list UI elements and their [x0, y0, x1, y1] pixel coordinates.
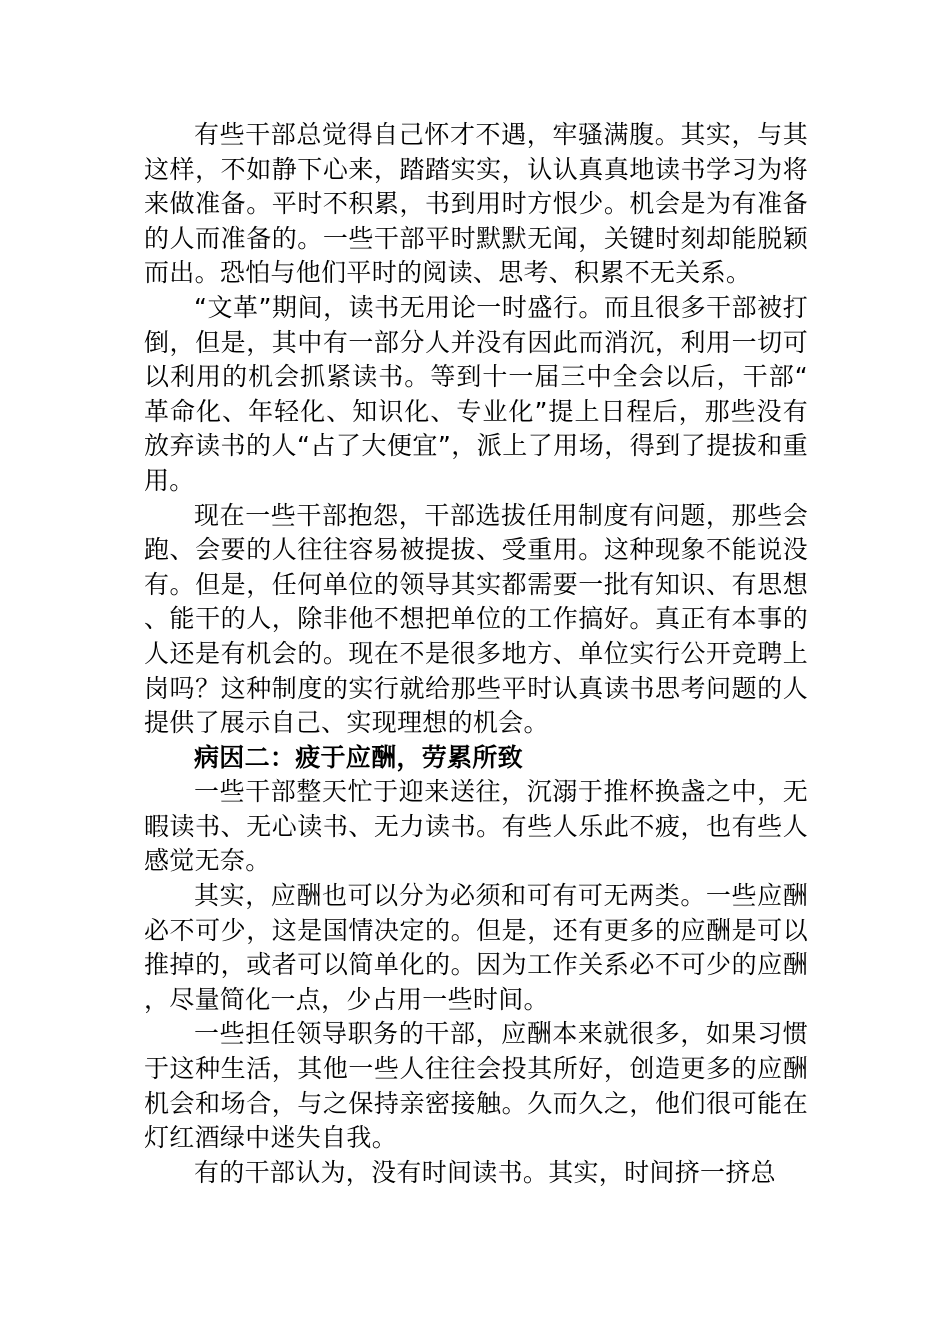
paragraph-2: “文革”期间，读书无用论一时盛行。而且很多干部被打倒，但是，其中有一部分人并没有因此而消沉，利用一切可以利用的机会抓紧读书。等到十一届三中全会以后，干部“革命化、年轻化、知识化、专业化”提上日程后，那些没有放弃读书的人“占了大便宜”，派上了用场，得到了提拔和重用。	[144, 292, 808, 495]
document-body	[144, 118, 808, 1190]
paragraph-4: 一些干部整天忙于迎来送往，沉溺于推杯换盏之中，无暇读书、无心读书、无力读书。有些人乐此不疲，也有些人感觉无奈。	[144, 777, 808, 876]
paragraph-7: 有的干部认为，没有时间读书。其实，时间挤一挤总	[194, 1157, 776, 1187]
paragraph-6: 一些担任领导职务的干部，应酬本来就很多，如果习惯于这种生活，其他一些人往往会投其所好，创造更多的应酬机会和场合，与之保持亲密接触。久而久之，他们很可能在灯红酒绿中迷失自我。	[144, 1019, 808, 1153]
paragraph-3: 现在一些干部抱怨，干部选拔任用制度有问题，那些会跑、会要的人往往容易被提拔、受重用。这种现象不能说没有。但是，任何单位的领导其实都需要一批有知识、有思想、能干的人，除非他不想把单位的工作搞好。真正有本事的人还是有机会的。现在不是很多地方、单位实行公开竞聘上岗吗？这种制度的实行就给那些平时认真读书思考问题的人提供了展示自己、实现理想的机会。	[144, 500, 808, 738]
paragraph-5: 其实，应酬也可以分为必须和可有可无两类。一些应酬必不可少，这是国情决定的。但是，还有更多的应酬是可以推掉的，或者可以简单化的。因为工作关系必不可少的应酬，尽量简化一点，少占用一些时间。	[144, 881, 808, 1014]
section-heading: 病因二：疲于应酬，劳累所致	[194, 742, 523, 772]
paragraph-1: 有些干部总觉得自己怀才不遇，牢骚满腹。其实，与其这样，不如静下心来，踏踏实实，认认真真地读书学习为将来做准备。平时不积累，书到用时方恨少。机会是为有准备的人而准备的。一些干部平时默默无闻，关键时刻却能脱颖而出。恐怕与他们平时的阅读、思考、积累不无关系。	[144, 120, 808, 288]
